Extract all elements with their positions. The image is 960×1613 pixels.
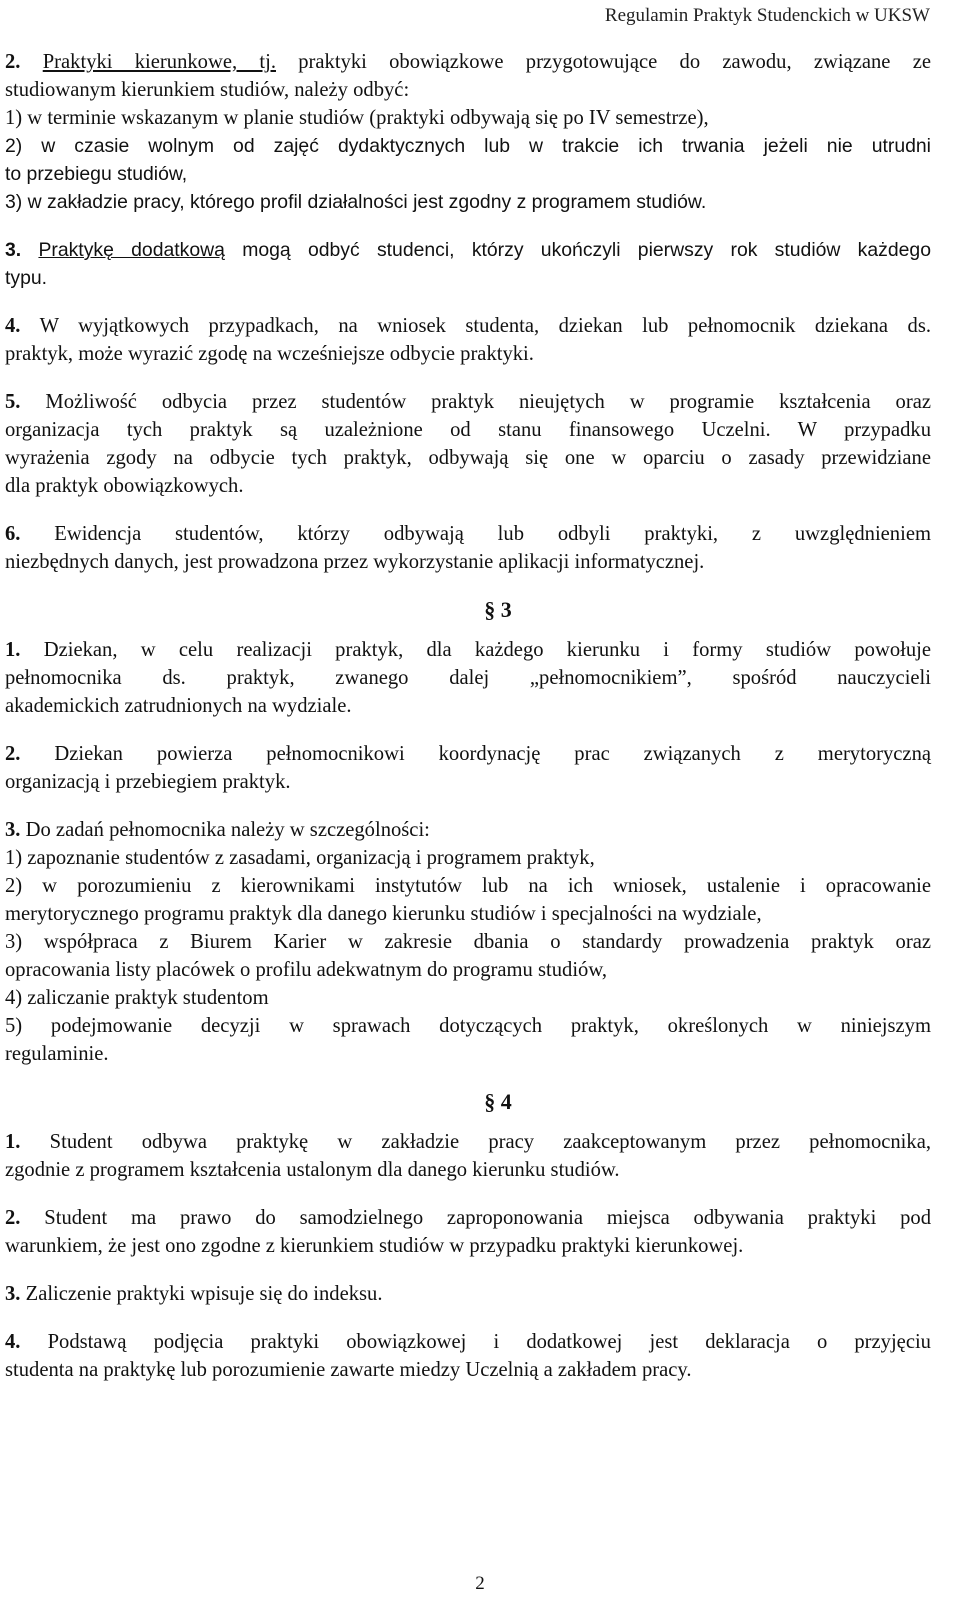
list-item: 1) zapoznanie studentów z zasadami, organizacją i programem praktyk, bbox=[5, 847, 595, 869]
line-text: W wyjątkowych przypadkach, na wniosek studenta, dziekan lub pełnomocnik dziekana ds. bbox=[39, 315, 931, 337]
section4-paragraph-4 bbox=[5, 1328, 931, 1384]
paragraph-line bbox=[5, 1280, 931, 1308]
list-item: 4) zaliczanie praktyk studentom bbox=[5, 987, 269, 1009]
line-text: Student odbywa praktykę w zakładzie pracy zaakceptowanym przez pełnomocnika, bbox=[49, 1131, 931, 1153]
paragraph-line: studenta na praktykę lub porozumienie zawarte miedzy Uczelnią a zakładem pracy. bbox=[5, 1359, 692, 1381]
line-text: Podstawą podjęcia praktyki obowiązkowej i dodatkowej jest deklaracja o przyjęciu bbox=[47, 1331, 931, 1353]
list-item: 2) w czasie wolnym od zajęć dydaktycznych lub w trakcie ich trwania jeżeli nie utrudni bbox=[5, 135, 931, 157]
paragraph-number: 4. bbox=[5, 315, 21, 337]
line-text: Ewidencja studentów, którzy odbywają lub odbyli praktyki, z uwzględnieniem bbox=[54, 523, 931, 545]
paragraph-number: 6. bbox=[5, 523, 21, 545]
section-heading-3: § 3 bbox=[484, 597, 512, 622]
section3-paragraph-1 bbox=[5, 636, 931, 720]
paragraph-line: wyrażenia zgody na odbycie tych praktyk, odbywają się one w oparciu o zasady przewidziane bbox=[5, 447, 931, 469]
section-heading-4: § 4 bbox=[484, 1089, 512, 1114]
list-item: 2) w porozumieniu z kierownikami instytutów lub na ich wniosek, ustalenie i opracowanie bbox=[5, 875, 931, 897]
paragraph-line bbox=[5, 312, 931, 340]
paragraph-line: warunkiem, że jest ono zgodne z kierunkiem studiów w przypadku praktyki kierunkowej. bbox=[5, 1235, 744, 1257]
list-item: 3) w zakładzie pracy, którego profil działalności jest zgodny z programem studiów. bbox=[5, 191, 707, 213]
section3-paragraph-3 bbox=[5, 816, 931, 1068]
paragraph-number: 4. bbox=[5, 1331, 21, 1353]
paragraph-line: pełnomocnika ds. praktyk, zwanego dalej „pełnomocnikiem”, spośród nauczycieli bbox=[5, 667, 931, 689]
paragraph-line: akademickich zatrudnionych na wydziale. bbox=[5, 695, 352, 717]
paragraph-line: typu. bbox=[5, 267, 48, 289]
paragraph-number: 2. bbox=[5, 51, 21, 73]
paragraph-line: praktyk, może wyrazić zgodę na wcześniejsze odbycie praktyki. bbox=[5, 343, 534, 365]
paragraph-line: niezbędnych danych, jest prowadzona przez wykorzystanie aplikacji informatycznej. bbox=[5, 551, 705, 573]
paragraph-line bbox=[5, 1128, 931, 1156]
paragraph-line bbox=[5, 1204, 931, 1232]
paragraph-5 bbox=[5, 388, 931, 500]
paragraph-line: studiowanym kierunkiem studiów, należy odbyć: bbox=[5, 79, 410, 101]
list-item: 1) w terminie wskazanym w planie studiów (praktyki odbywają się po IV semestrze), bbox=[5, 107, 709, 129]
line-text: Student ma prawo do samodzielnego zaproponowania miejsca odbywania praktyki pod bbox=[44, 1207, 932, 1229]
paragraph-3 bbox=[5, 236, 931, 292]
paragraph-line bbox=[5, 636, 931, 664]
paragraph-line: zgodnie z programem kształcenia ustalonym dla danego kierunku studiów. bbox=[5, 1159, 620, 1181]
paragraph-line bbox=[5, 816, 931, 844]
paragraph-6 bbox=[5, 520, 931, 576]
section4-paragraph-2 bbox=[5, 1204, 931, 1260]
line-text: Możliwość odbycia przez studentów praktyk nieujętych w programie kształcenia oraz bbox=[45, 391, 931, 413]
paragraph-line bbox=[5, 740, 931, 768]
paragraph-line: dla praktyk obowiązkowych. bbox=[5, 475, 244, 497]
line-text: mogą odbyć studenci, którzy ukończyli pierwszy rok studiów każdego bbox=[242, 239, 931, 261]
section4-paragraph-3 bbox=[5, 1280, 931, 1308]
paragraph-line: organizacja tych praktyk są uzależnione od stanu finansowego Uczelni. W przypadku bbox=[5, 419, 931, 441]
underlined-term: Praktyki kierunkowe, tj. bbox=[42, 51, 276, 73]
line-text: Zaliczenie praktyki wpisuje się do indeksu. bbox=[25, 1283, 383, 1305]
list-item-continuation: merytorycznego programu praktyk dla danego kierunku studiów i specjalności na wydziale, bbox=[5, 903, 762, 925]
section3-paragraph-2 bbox=[5, 740, 931, 796]
paragraph-number: 3. bbox=[5, 819, 21, 841]
line-text: Dziekan powierza pełnomocnikowi koordynację prac związanych z merytoryczną bbox=[54, 743, 932, 765]
paragraph-4 bbox=[5, 312, 931, 368]
paragraph-line bbox=[5, 236, 931, 264]
paragraph-number: 1. bbox=[5, 1131, 21, 1153]
list-item-continuation: to przebiegu studiów, bbox=[5, 163, 188, 185]
paragraph-number: 2. bbox=[5, 1207, 21, 1229]
paragraph-line bbox=[5, 48, 931, 76]
line-text: praktyki obowiązkowe przygotowujące do zawodu, związane ze bbox=[298, 51, 931, 73]
page-number: 2 bbox=[475, 1573, 485, 1594]
running-header: Regulamin Praktyk Studenckich w UKSW bbox=[604, 5, 930, 26]
paragraph-number: 1. bbox=[5, 639, 21, 661]
paragraph-2 bbox=[5, 48, 931, 216]
line-text: Do zadań pełnomocnika należy w szczególności: bbox=[25, 819, 430, 841]
paragraph-line bbox=[5, 388, 931, 416]
paragraph-line: organizacją i przebiegiem praktyk. bbox=[5, 771, 291, 793]
list-item: 3) współpraca z Biurem Karier w zakresie dbania o standardy prowadzenia praktyk oraz bbox=[5, 931, 931, 953]
paragraph-number: 2. bbox=[5, 743, 21, 765]
paragraph-number: 3. bbox=[5, 1283, 21, 1305]
list-item-continuation: regulaminie. bbox=[5, 1043, 109, 1065]
paragraph-line bbox=[5, 520, 931, 548]
list-item: 5) podejmowanie decyzji w sprawach dotyczących praktyk, określonych w niniejszym bbox=[5, 1015, 931, 1037]
line-text: Dziekan, w celu realizacji praktyk, dla każdego kierunku i formy studiów powołuje bbox=[43, 639, 932, 661]
list-item-continuation: opracowania listy placówek o profilu adekwatnym do programu studiów, bbox=[5, 959, 608, 981]
section4-paragraph-1 bbox=[5, 1128, 931, 1184]
document-body bbox=[5, 48, 931, 1404]
paragraph-line bbox=[5, 1328, 931, 1356]
underlined-term: Praktykę dodatkową bbox=[38, 239, 225, 261]
paragraph-number: 5. bbox=[5, 391, 21, 413]
paragraph-number: 3. bbox=[5, 239, 22, 261]
